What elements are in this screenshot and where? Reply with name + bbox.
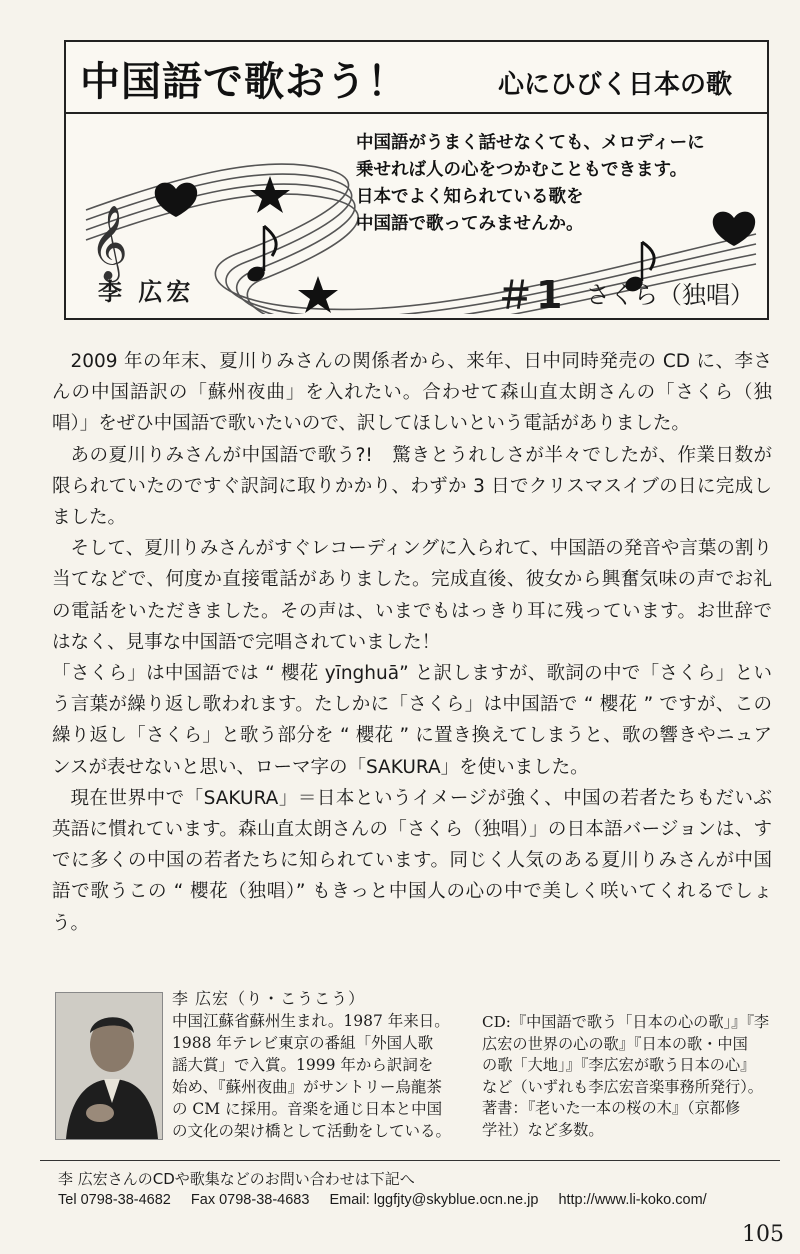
author-bio [172,988,472,1142]
bio-line: 謡大賞」で入賞。1999 年から訳詞を [172,1056,434,1074]
intro-line: 乗せれば人の心をつかむこともできます。 [356,160,688,180]
website-link[interactable]: http://www.li-koko.com/ [558,1192,707,1208]
star-icon [250,176,290,213]
paragraph: あの夏川りみさんが中国語で歌う?! 驚きとうれしさが半々でしたが、作業日数が限られていたのですぐ訳詞に取りかかり、わずか 3 日でクリスマスイブの日に完成しました。 [52,444,772,529]
paragraph: 「さくら」は中国語では “ 櫻花 yīnghuā” と訳しますが、歌詞の中で「さくら」という言葉が繰り返し歌われます。たしかに「さくら」は中国語で “ 櫻花 ” ですが、この繰り返し「さくら」と歌う部分を “ 櫻花 ” に置き換えてしまうと、歌の響きやニュアンスが表せないと思い、ローマ字の「SAKURA」を使いました。 [52,663,772,778]
bio-name: 李 広宏（り・こうこう） [172,989,366,1008]
cd-info [482,1012,782,1141]
cd-line: など（いずれも李広宏音楽事務所発行）。 [482,1077,763,1096]
heart-icon [155,183,197,217]
cd-line: の歌「大地」』『李広宏が歌う日本の心』 [482,1056,756,1074]
inquiry-text: 李 広宏さんのCDや歌集などのお問い合わせは下記へ [58,1170,415,1188]
bio-line: の文化の架け橋として活動をしている。 [172,1122,452,1140]
contact-info [58,1192,723,1208]
page-number: 105 [742,1222,784,1247]
footer-divider [40,1160,780,1161]
episode-title: さくら（独唱） [586,281,754,309]
header-box [64,40,769,320]
fax-number: Fax 0798-38-4683 [190,1192,310,1208]
intro-line: 中国語で歌ってみませんか。 [356,214,584,234]
author-photo [55,992,163,1140]
author-name: 李 広宏 [98,278,195,306]
paragraph: 2009 年の年末、夏川りみさんの関係者から、来年、日中同時発売の CD に、李さんの中国語訳の「蘇州夜曲」を入れたい。合わせて森山直太朗さんの「さくら（独唱）」をぜひ中国語で歌いたいので、訳してほしいという電話がありました。 [52,351,772,435]
cd-line: 学社）など多数。 [482,1120,604,1139]
svg-text:𝄞: 𝄞 [90,206,128,280]
cd-line: 著書：『老いた一本の桜の木』（京都修 [482,1099,741,1117]
bio-line: 中国江蘇省蘇州生まれ。1987 年来日。 [172,1012,450,1030]
portrait-illustration [56,993,162,1139]
paragraph: そして、夏川りみさんがすぐレコーディングに入られて、中国語の発音や言葉の割り当てなどで、何度か直接電話がありました。完成直後、彼女から興奮気味の声でお礼の電話をいただきました。その声は、いまでもはっきり耳に残っています。お世辞ではなく、見事な中国語で完唱されていました！ [52,538,772,653]
page-subtitle: 心にひびく日本の歌 [498,70,733,100]
cd-line: 広宏の世界の心の歌』『日本の歌・中国 [482,1034,748,1053]
episode-number: ＃1 [496,273,565,317]
bio-line: の CM に採用。音楽を通じ日本と中国 [172,1100,443,1118]
paragraph: 現在世界中で「SAKURA」＝日本というイメージが強く、中国の若者たちもだいぶ英語に慣れています。森山直太朗さんの「さくら（独唱）」の日本語バージョンは、すでに多くの中国の若者たちに知られています。同じく人気のある夏川りみさんが中国語で歌うこの “ 櫻花（独唱）” もきっと中国人の心の中で美しく咲いてくれるでしょう。 [52,787,772,934]
tel-number: Tel 0798-38-4682 [58,1192,171,1208]
intro-line: 中国語がうまく話せなくても、メロディーに [356,133,705,153]
bio-line: 1988 年テレビ東京の番組「外国人歌 [172,1034,434,1052]
article-body [52,346,772,939]
intro-text [356,130,766,238]
email-link[interactable]: Email: lggfjty@skyblue.ocn.ne.jp [329,1192,539,1208]
bio-line: 始め、『蘇州夜曲』がサントリー烏龍茶 [172,1078,442,1096]
intro-line: 日本でよく知られている歌を [356,187,584,207]
page-title: 中国語で歌おう！ [80,59,408,105]
cd-line: CD:『中国語で歌う「日本の心の歌」』『李 [482,1013,770,1031]
